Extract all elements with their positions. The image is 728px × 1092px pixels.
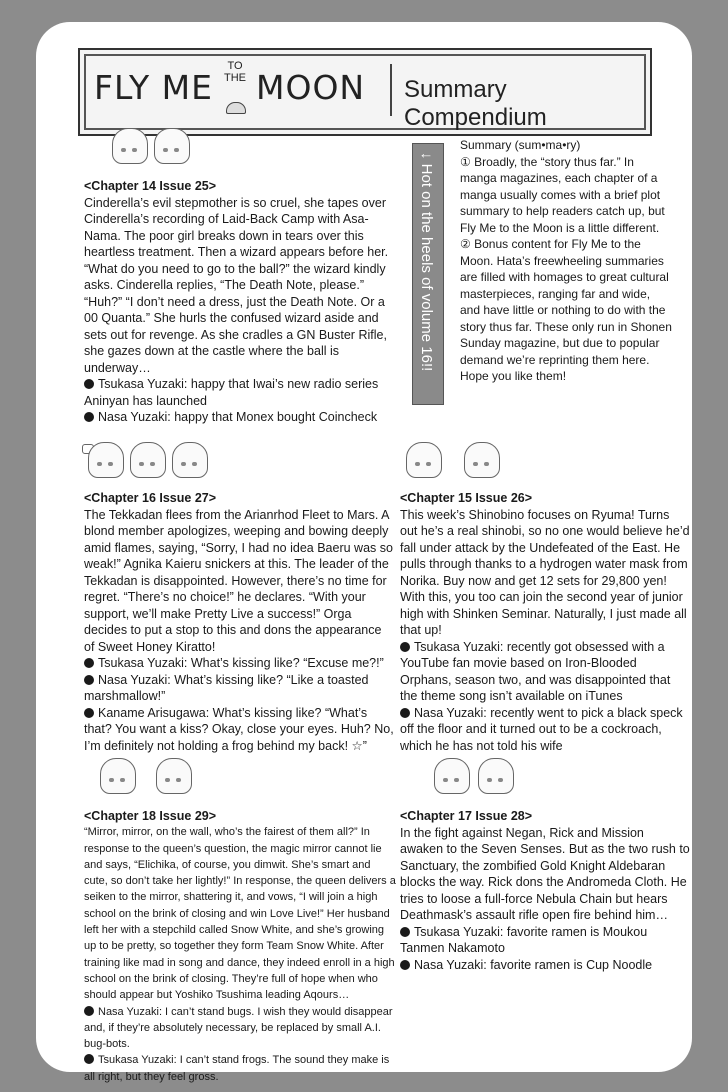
bullet-item: Tsukasa Yuzaki: I can’t stand frogs. The sound they make is all right, but they feel gross. (84, 1054, 390, 1083)
bullet-icon (84, 675, 94, 685)
side-tab-label: ↓ Hot on the heels of volume 16!! (418, 152, 435, 372)
character-face-icon (156, 758, 190, 796)
bullet-icon (84, 1006, 94, 1016)
character-face-icon (464, 442, 498, 480)
bullet-item: Tsukasa Yuzaki: happy that Iwai’s new radio series Aninyan has launched (84, 377, 379, 408)
character-portraits (406, 442, 498, 480)
bullet-item: Tsukasa Yuzaki: favorite ramen is Moukou Tanmen Nakamoto (400, 924, 648, 955)
bullet-item: Nasa Yuzaki: happy that Monex bought Coincheck (84, 409, 399, 426)
bullet-item: Nasa Yuzaki: recently went to pick a black speck off the floor and it turned out to be a cockroach, which he has not told his wife (400, 705, 683, 753)
bullet-item: Nasa Yuzaki: favorite ramen is Cup Noodle (400, 957, 690, 974)
chapter-body: The Tekkadan flees from the Arianrhod Fleet to Mars. A blond member apologizes, weeping and bowing deeply amid flames, saying, “Sorry, I had no idea Baeru was so weak!” Agnika Kaieru snickers at this. The leader of the Tekkadan is disappointed. However, there’s no time for regret. “There’s no choice!” he declares. “With your support, we’ll make Pretty Live a success!” Orga decides to put a stop to this and dons the appearance of Sweet Honey Kiratto! (84, 507, 393, 654)
chapter-heading: <Chapter 15 Issue 26> (400, 491, 533, 505)
character-face-icon (112, 128, 146, 166)
chapter-14-summary (84, 178, 399, 426)
bullet-icon (400, 960, 410, 970)
character-face-icon (154, 128, 188, 166)
title-banner (78, 48, 652, 136)
chapter-body: “Mirror, mirror, on the wall, who’s the fairest of them all?” In response to the queen’s question, the magic mirror cannot lie and says, “Elichika, of course, you dimwit. She’s smart and cute, so don’t take her lightly!” In response, the queen delivers a seiken to the mirror, shattering it, and vows, “I will join a high school on the brink of closing and win Love Live!” Her husband left her with a stepchild called Snow White, and she’s growing up to be pretty, so together they form Team Snow White. After training like mad in song and dance, they indeed enroll in a high school on the brink of closing. They’re full of hope when who should appear but Yoshiko Tsushima leading Aqours… (84, 826, 396, 1002)
bullet-icon (400, 642, 410, 652)
chapter-17-summary (400, 808, 690, 973)
header-divider (390, 64, 392, 116)
summary-point-2: ② Bonus content for Fly Me to the Moon. Hata’s freewheeling summaries are filled with homages to great cultural masterpieces, ranging far and wide, and have little or nothing to do with the story thus far. These only run in Shonen Sunday magazine, but due to popular demand we’re reprinting them here. Hope you like them! (460, 237, 672, 383)
chapter-heading: <Chapter 18 Issue 29> (84, 809, 217, 823)
bullet-icon (84, 379, 94, 389)
bullet-item: Nasa Yuzaki: I can’t stand bugs. I wish they would disappear and, if they’re absolutely necessary, be replaced by small A.I. bug-bots. (84, 1005, 393, 1051)
character-portraits (100, 758, 190, 796)
title-fly-me: FLY ME (94, 68, 213, 107)
chapter-15-summary (400, 490, 690, 754)
character-face-icon (434, 758, 468, 796)
character-face-icon (88, 442, 122, 480)
bullet-icon (400, 708, 410, 718)
bullet-icon (84, 1054, 94, 1064)
character-face-icon (478, 758, 512, 796)
character-portraits (112, 128, 188, 166)
chapter-18-summary (84, 808, 396, 1085)
summary-definition (460, 137, 672, 385)
character-face-icon (406, 442, 440, 480)
character-face-icon (100, 758, 134, 796)
bullet-icon (84, 412, 94, 422)
moon-ornament-icon (226, 102, 246, 114)
page-subtitle: Summary Compendium (404, 76, 547, 131)
summary-point-1: ① Broadly, the “story thus far.” In manga magazines, each chapter of a manga usually comes with a brief plot summary to help readers catch up, but Fly Me to the Moon is a little different. (460, 154, 665, 235)
chapter-heading: <Chapter 17 Issue 28> (400, 809, 533, 823)
bullet-item: Kaname Arisugawa: What’s kissing like? “What’s that? You want a kiss? Okay, close your eyes. Huh? No, I’m definitely not holding a frog behind my back! ☆” (84, 705, 394, 753)
chapter-body: In the fight against Negan, Rick and Mission awaken to the Seven Senses. But as the two rush to Sanctuary, the zombified Gold Knight Aldebaran blocks the way. Rick dons the Andromeda Cloth. He tries to loose a full-force Nebula Chain but hears Deathmask’s assault rifle open fire behind him… (400, 825, 690, 922)
title-moon: MOON (256, 68, 366, 107)
chapter-16-summary (84, 490, 394, 754)
character-face-icon (172, 442, 206, 480)
bullet-item: Nasa Yuzaki: What’s kissing like? “Like a toasted marshmallow!” (84, 672, 369, 703)
bullet-icon (84, 658, 94, 668)
bullet-item: Tsukasa Yuzaki: What’s kissing like? “Excuse me?!” (84, 655, 394, 672)
title-to-the: TO THE (224, 60, 246, 84)
chapter-heading: <Chapter 14 Issue 25> (84, 179, 217, 193)
page (36, 22, 692, 1083)
summary-title: Summary (sum•ma•ry) (460, 138, 581, 152)
bullet-icon (400, 927, 410, 937)
bullet-icon (84, 708, 94, 718)
character-portraits (434, 758, 512, 796)
bullet-item: Tsukasa Yuzaki: recently got obsessed with a YouTube fan movie based on Iron-Blooded Orphans, season two, and was disappointed that the theme song isn’t available on iTunes (400, 639, 671, 703)
chapter-body: This week’s Shinobino focuses on Ryuma! Turns out he’s a real shinobi, so no one would believe he’d fall under attack by the Undefeated of the East. He pulls through thanks to a hydrogen water mask from Norika. Buy now and get 12 sets for 29,800 yen! With this, you too can join the second year of junior high with Shinken Seminar. Naturally, I just made all that up! (400, 507, 690, 637)
chapter-body: Cinderella’s evil stepmother is so cruel, she tapes over Cinderella’s recording of Laid-Back Camp with Asa-Nama. The poor girl breaks down in tears over this heartless treatment. Then a wizard appears before her. “What do you need to go to the ball?” the wizard kindly asks. Cinderella replies, “The Death Note, please.” “Huh?” “I don’t need a dress, just the Death Note. Or a 00 Quanta.” She hurls the confused wizard aside and sets out for revenge. As she cradles a GN Buster Rifle, she gazes down at the castle where the ball is underway… (84, 195, 389, 375)
side-tab (412, 143, 444, 405)
chapter-heading: <Chapter 16 Issue 27> (84, 491, 217, 505)
character-portraits (88, 442, 206, 480)
character-face-icon (130, 442, 164, 480)
